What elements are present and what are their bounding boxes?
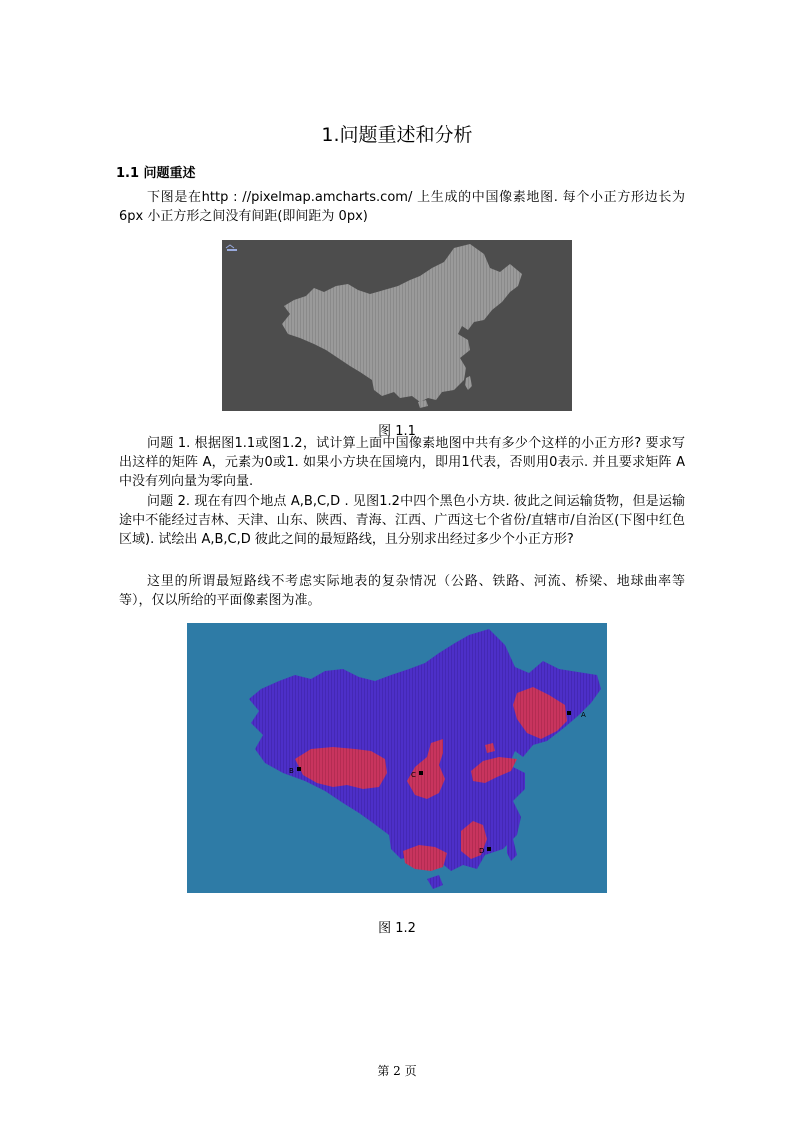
page-footer: 第 2 页 [377, 1064, 417, 1078]
page-title: 1.问题重述和分析 [321, 124, 473, 146]
china-outline-gray [282, 244, 522, 402]
marker-b-label: B [289, 767, 294, 775]
mini-legend-icon [226, 245, 237, 251]
china-outline-color [249, 629, 601, 871]
marker-d-label: D [479, 847, 485, 855]
china-pixel-map-gray [222, 240, 572, 411]
hainan-color [427, 875, 443, 889]
taiwan-color [507, 839, 517, 861]
paragraph-question-2: 问题 2. 现在有四个地点 A,B,C,D . 见图1.2中四个黑色小方块. 彼此之间运输货物，但是运输途中不能经过吉林、天津、山东、陕西、青海、江西、广西这七个省份/直辖市/自治区(下图中红色区域). 试绘出 A,B,C,D 彼此之间的最短路线，且分别求出经过多少个小正方形? [119, 494, 685, 547]
paragraph-question-1: 问题 1. 根据图1.1或图1.2，试计算上面中国像素地图中共有多少个这样的小正方形? 要求写出这样的矩阵 A，元素为0或1. 如果小方块在国境内，即用1代表，否则用0表示. 并且要求矩阵 A 中没有列向量为零向量. [119, 436, 685, 489]
taiwan-gray [465, 376, 472, 390]
figure-1-2 [187, 623, 607, 893]
paragraph-intro: 下图是在http : //pixelmap.amcharts.com/ 上生成的中国像素地图. 每个小正方形边长为6px 小正方形之间没有间距(即间距为 0px) [119, 190, 685, 224]
paragraph-note: 这里的所谓最短路线不考虑实际地表的复杂情况（公路、铁路、河流、桥梁、地球曲率等等），仅以所给的平面像素图为准。 [119, 574, 685, 608]
section-heading: 1.1 问题重述 [116, 166, 196, 181]
figure-1-1-caption: 图 1.1 [378, 424, 416, 439]
figure-1-1 [222, 240, 572, 411]
marker-a-label: A [581, 711, 586, 719]
china-pixel-map-color [187, 623, 607, 893]
figure-1-2-caption: 图 1.2 [378, 921, 416, 936]
marker-c-label: C [411, 771, 416, 779]
